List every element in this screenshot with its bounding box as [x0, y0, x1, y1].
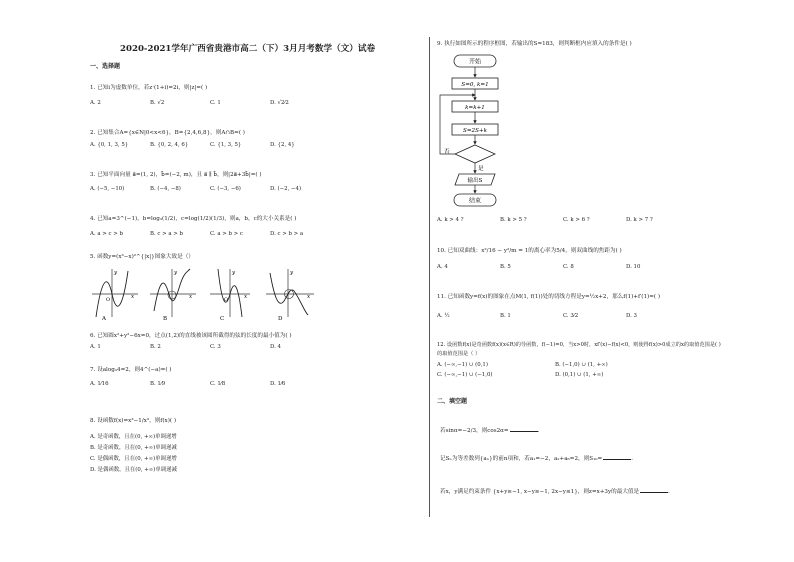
option: D. 1⁄6	[270, 381, 286, 387]
axis-label-x: x	[307, 294, 311, 300]
graph-letter: A	[102, 316, 106, 322]
option: A. 是奇函数，且在(0, +∞)单调递增	[90, 434, 177, 440]
option: D. √2⁄2	[270, 100, 289, 106]
option: C. 1⁄8	[210, 381, 226, 387]
option: B. 是奇函数，且在(0, +∞)单调递减	[90, 445, 177, 451]
svg-text:k=k+1: k=k+1	[465, 105, 485, 111]
answer-blank[interactable]	[603, 459, 631, 460]
question-stem-continued: 的取值范围是（ ）	[437, 351, 481, 357]
option: C. 是偶函数，且在(0, +∞)单调递增	[90, 456, 177, 462]
option: D. (0,1) ∪ (1, +∞)	[555, 372, 604, 378]
option: D. 是偶函数，且在(0, +∞)单调递减	[90, 467, 177, 473]
option: C. 3	[210, 344, 221, 350]
axis-label-y: y	[290, 270, 294, 276]
option: A. (−5, −10)	[90, 186, 125, 192]
fill-suffix: .	[631, 456, 634, 462]
option: D. 3	[626, 313, 637, 319]
option: B. (−4, −8)	[150, 186, 181, 192]
option: B. 2	[150, 344, 161, 350]
option: C. 1	[210, 100, 221, 106]
graph-option-b	[150, 269, 196, 322]
option: C. 8	[563, 264, 574, 270]
fill-question	[440, 487, 670, 495]
question-stem: 6. 已知圆x²+y²−6x=0，过点(1,2)的直线被该圆所截得的弦的长度的最小值为( )	[90, 333, 292, 339]
option: B. √2	[150, 100, 165, 106]
graph-option-c	[210, 269, 250, 322]
flowchart-decision	[455, 145, 495, 163]
question-stem: 9. 执行如图所示的程序框图，若输出的S=183，则判断框内应填入的条件是( )	[437, 41, 632, 47]
fill-suffix: .	[537, 428, 540, 434]
option: C. {1, 3, 5}	[210, 142, 242, 148]
option: C. (−∞,−1) ∪ (−1,0)	[437, 372, 493, 378]
option: A. ½	[437, 313, 450, 319]
section-heading-fill: 二、填空题	[437, 398, 468, 405]
question-stem: 7. 设alog₃4=2，则4^(−a)=( )	[90, 367, 172, 373]
question-options	[90, 432, 390, 482]
option: C. 3⁄2	[563, 313, 579, 319]
flowchart-no-label: 否	[444, 149, 450, 155]
question-stem: 12. 设函数f(x)是奇函数f(x)(x∈R)的导函数，f(−1)=0，当x>0时，xf′(x)−f(x)<0，则使得f(x)>0成立的x的取值范围是( )	[437, 342, 721, 348]
option: A. (−∞,−1) ∪ (0,1)	[437, 362, 488, 368]
option: A. 1	[90, 344, 101, 350]
option: B. c > a > b	[150, 231, 183, 237]
svg-text:结束: 结束	[468, 197, 482, 205]
svg-text:S=2S+k: S=2S+k	[463, 128, 487, 134]
page-title: 2020-2021学年广西省贵港市高二（下）3月月考数学（文）试卷	[120, 44, 376, 54]
origin-label: O	[224, 297, 229, 303]
option: D. k > 7 ?	[626, 217, 653, 223]
function-graph-options	[88, 265, 318, 323]
svg-text:输出S: 输出S	[467, 178, 483, 184]
option: C. (−3, −6)	[210, 186, 241, 192]
question-stem: 11. 已知函数y=f(x)的图象在点M(1, f(1))处的切线方程是y=½x+2，那么f(1)+f′(1)=( )	[437, 294, 661, 300]
option: D. 10	[626, 264, 641, 270]
column-divider	[429, 37, 430, 517]
question-stem: 1. 已知i为虚数单位，若z·(1+i)=2i，则|z|=( )	[90, 85, 208, 91]
graph-letter: C	[220, 316, 225, 322]
flowchart-end	[454, 194, 496, 206]
question-stem: 10. 已知双曲线：x²/16 − y²/m = 1的离心率为5/4，则双曲线的焦距为( )	[437, 248, 622, 254]
flowchart-output	[455, 174, 495, 185]
option: B. (−1,0) ∪ (1, +∞)	[555, 362, 608, 368]
axis-label-x: x	[244, 294, 248, 300]
option: B. 5	[500, 264, 511, 270]
option: C. a > b > c	[210, 231, 243, 237]
option: C. k > 6 ?	[563, 217, 590, 223]
option: D. 4	[270, 344, 281, 350]
section-heading-choice: 一、选择题	[90, 63, 121, 70]
option: D. c > b > a	[270, 231, 304, 237]
flowchart-start	[454, 55, 496, 67]
option: A. 2	[90, 100, 101, 106]
option: A. {0, 1, 3, 5}	[90, 142, 129, 148]
question-stem: 2. 已知集合A={x∈N|0<x<6}，B={2,4,6,8}，则A∩B=( )	[90, 130, 245, 136]
axis-label-x: x	[189, 294, 193, 300]
fill-question	[440, 426, 539, 434]
option: B. 1⁄9	[150, 381, 166, 387]
answer-blank[interactable]	[640, 492, 668, 493]
option: A. 1⁄16	[90, 381, 109, 387]
question-stem: 3. 已知平面向量 a⃗=(1, 2)，b⃗=(−2, m)，且 a⃗ ∥ b⃗，则|2a⃗+3b⃗|=( )	[90, 172, 262, 178]
flowchart-yes-label: 是	[478, 166, 484, 172]
question-stem: 4. 已知a=3^(−1)，b=log₃(1/2)，c=log(1/2)(1/3)，则a，b，c的大小关系是( )	[90, 216, 297, 222]
axis-label-y: y	[232, 270, 236, 276]
graph-letter: B	[163, 316, 168, 322]
option: D. {2, 4}	[270, 142, 295, 148]
option: A. a > c > b	[90, 231, 123, 237]
question-options	[437, 362, 757, 384]
fill-text: 若sinα=−2/3，则cos2α=	[440, 428, 509, 434]
svg-text:开始: 开始	[468, 58, 482, 66]
option: A. 4	[437, 264, 448, 270]
fill-question	[440, 454, 633, 462]
axis-label-x: x	[131, 294, 135, 300]
flowchart-step-s	[452, 124, 498, 135]
question-stem: 5. 函数y=(x³−x)²^{|x|}图象大致是（）	[90, 254, 194, 260]
svg-text:S=0, k=1: S=0, k=1	[461, 82, 489, 88]
option: A. k > 4 ?	[437, 217, 464, 223]
fill-text: 若x，y满足约束条件 {x+y≥−1, x−y≥−1, 2x−y≤1}，则z=x+3y的最大值是	[440, 489, 640, 495]
fill-suffix: .	[668, 489, 670, 495]
axis-label-y: y	[174, 270, 178, 276]
origin-label: O	[106, 297, 111, 303]
flowchart-init	[452, 78, 498, 89]
option: D. (−2, −4)	[270, 186, 302, 192]
graph-option-a	[92, 269, 138, 322]
answer-blank[interactable]	[510, 431, 538, 432]
option: B. {0, 2, 4, 6}	[150, 142, 189, 148]
option: B. 1	[500, 313, 511, 319]
flowchart-step-k	[452, 101, 498, 112]
graph-letter: D	[278, 316, 283, 322]
flowchart	[432, 50, 542, 210]
question-stem: 8. 设函数f(x)=x³−1/x³，则f(x)( )	[90, 418, 177, 424]
option: B. k > 5 ?	[500, 217, 527, 223]
axis-label-y: y	[114, 270, 118, 276]
graph-option-d	[266, 269, 314, 322]
fill-text: 记Sₙ为等差数列{aₙ}的前n项和，若a₁=−2，a₂+a₆=2，则S₁₀=	[440, 456, 603, 462]
